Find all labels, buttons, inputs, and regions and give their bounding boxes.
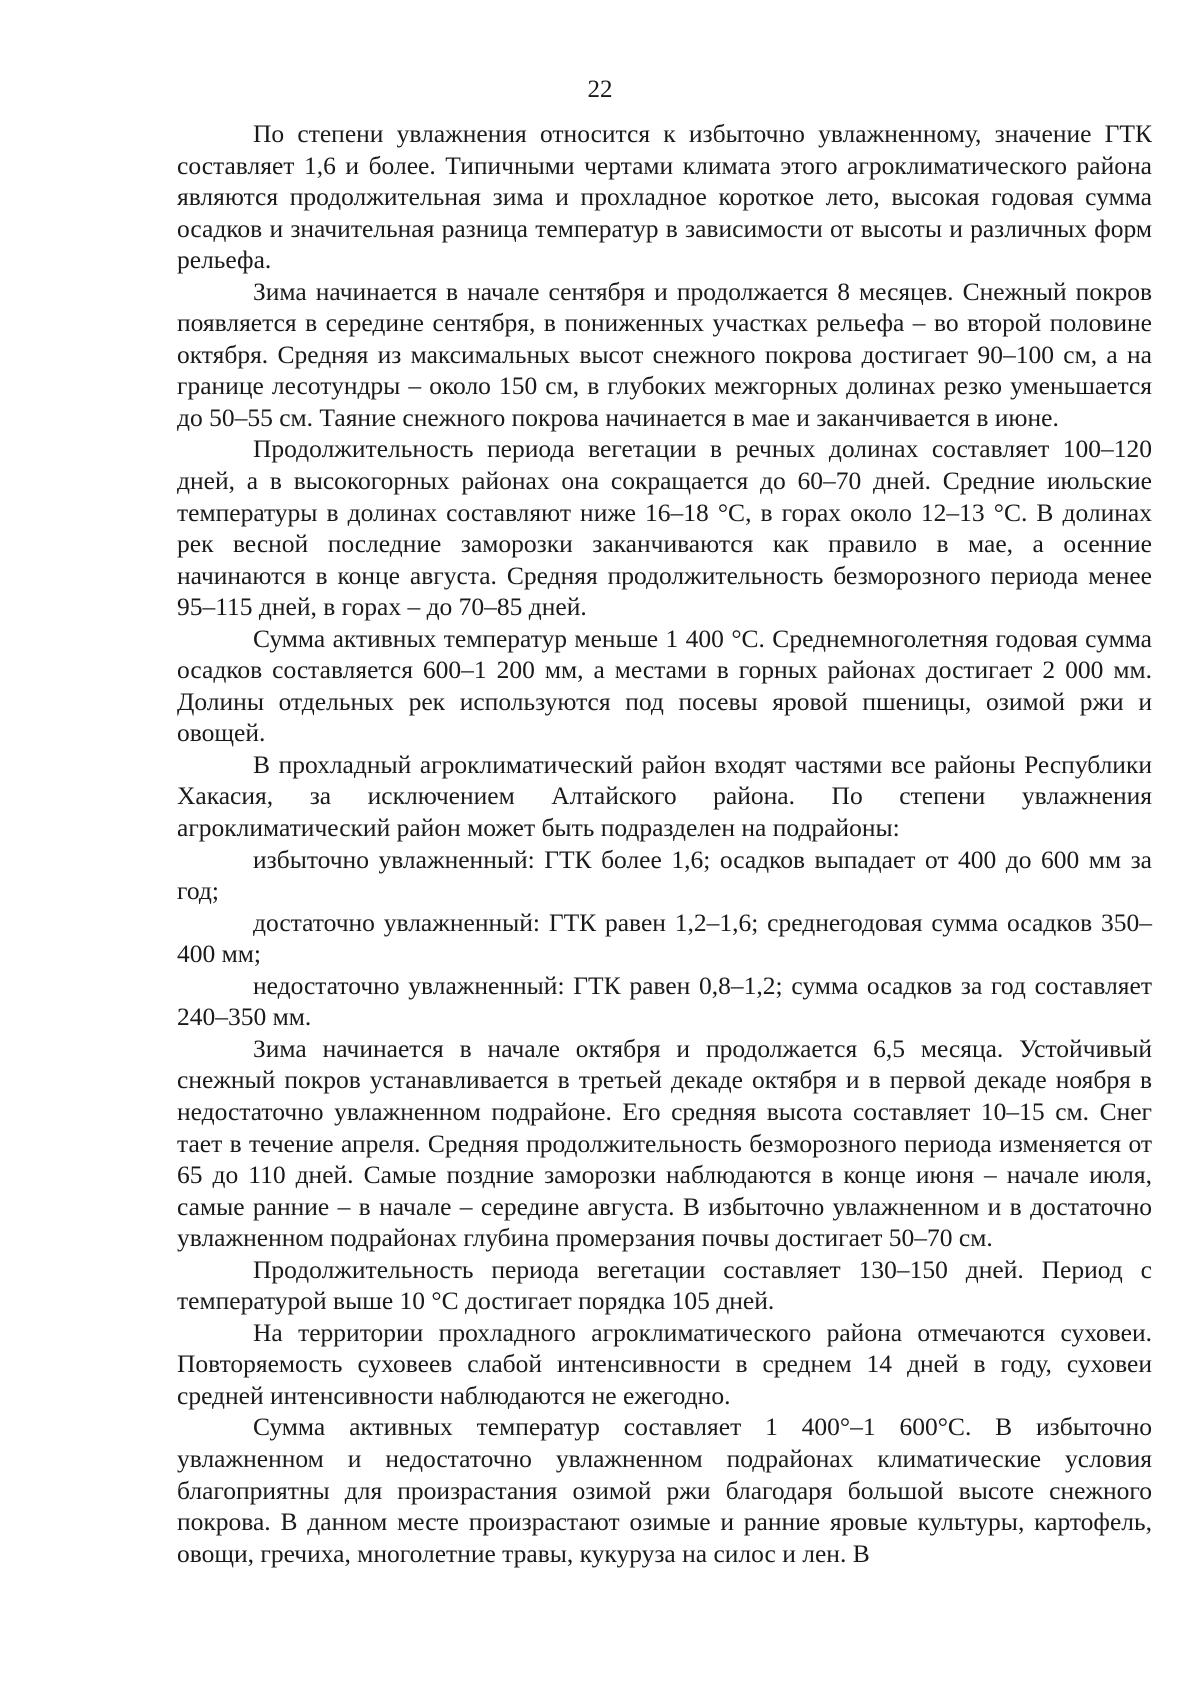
- paragraph-humidity-intro: По степени увлажнения относится к избыточно увлажненному, значение ГТК составляет 1,6 и более. Типичными чертами климата этого агроклиматического района являются продолжительная зима и прохладное короткое лето, высокая годовая сумма осадков и значительная разница температур в зависимости от высоты и различных форм рельефа.: [177, 119, 1152, 275]
- paragraph-winter-snow-cover: Зима начинается в начале сентября и продолжается 8 месяцев. Снежный покров появляется в середине сентября, в пониженных участках рельефа – во второй половине октября. Средняя из максимальных высот снежного покрова достигает 90–100 см, а на границе лесотундры – около 150 см, в глубоких межгорных долинах резко уменьшается до 50–55 см. Таяние снежного покрова начинается в мае и заканчивается в июне.: [177, 276, 1152, 432]
- paragraph-dry-winds: На территории прохладного агроклиматического района отмечаются суховеи. Повторяемость суховеев слабой интенсивности в среднем 14 дней в году, суховеи средней интенсивности наблюдаются не ежегодно.: [177, 1317, 1152, 1410]
- paragraph-cool-district: В прохладный агроклиматический район входят частями все районы Республики Хакасия, за исключением Алтайского района. По степени увлажнения агроклиматический район может быть подразделен на подрайоны:: [177, 749, 1152, 843]
- page-number: 22: [587, 76, 613, 103]
- paragraph-subdistrict-insufficient: недостаточно увлажненный: ГТК равен 0,8–1,2; сумма осадков за год составляет 240–350 мм.: [177, 970, 1152, 1032]
- paragraph-vegetation-130-150: Продолжительность периода вегетации составляет 130–150 дней. Период с температурой выше 10 °C достигает порядка 105 дней.: [177, 1254, 1152, 1316]
- paragraph-vegetation-period: Продолжительность периода вегетации в речных долинах составляет 100–120 дней, а в высокогорных районах она сокращается до 60–70 дней. Средние июльские температуры в долинах составляют ниже 16–18 °C, в горах около 12–13 °C. В долинах рек весной последние заморозки заканчиваются как правило в мае, а осенние начинаются в конце августа. Средняя продолжительность безморозного периода менее 95–115 дней, в горах – до 70–85 дней.: [177, 434, 1152, 622]
- paragraph-subdistrict-excess: избыточно увлажненный: ГТК более 1,6; осадков выпадает от 400 до 600 мм за год;: [177, 844, 1152, 906]
- paragraph-active-temperatures: Сумма активных температур меньше 1 400 °C. Среднемноголетняя годовая сумма осадков составляется 600–1 200 мм, а местами в горных районах достигает 2 000 мм. Долины отдельных рек используются под посевы яровой пшеницы, озимой ржи и овощей.: [177, 623, 1152, 748]
- paragraph-winter-october: Зима начинается в начале октября и продолжается 6,5 месяца. Устойчивый снежный покров устанавливается в третьей декаде октября и в первой декаде ноября в недостаточно увлажненном подрайоне. Его средняя высота составляет 10–15 см. Снег тает в течение апреля. Средняя продолжительность безморозного периода изменяется от 65 до 110 дней. Самые поздние заморозки наблюдаются в конце июня – начале июля, самые ранние – в начале – середине августа. В избыточно увлажненном и в достаточно увлажненном подрайонах глубина промерзания почвы достигает 50–70 см.: [177, 1033, 1152, 1253]
- body-text: [177, 118, 1152, 1569]
- paragraph-crops: Сумма активных температур составляет 1 400°–1 600°C. В избыточно увлажненном и недостаточно увлажненном подрайонах климатические условия благоприятны для произрастания озимой ржи благодаря большой высоте снежного покрова. В данном месте произрастают озимые и ранние яровые культуры, картофель, овощи, гречиха, многолетние травы, кукуруза на силос и лен. В: [177, 1412, 1152, 1568]
- paragraph-subdistrict-sufficient: достаточно увлажненный: ГТК равен 1,2–1,6; среднегодовая сумма осадков 350–400 мм;: [177, 907, 1152, 969]
